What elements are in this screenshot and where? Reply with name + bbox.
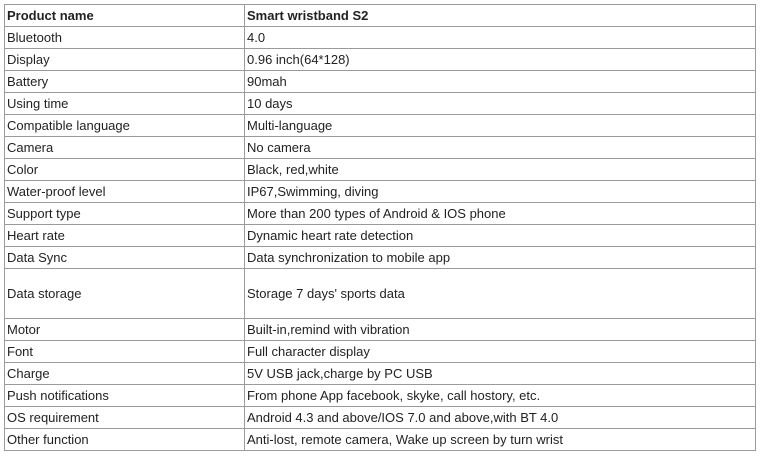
table-row — [5, 407, 756, 429]
table-row — [5, 137, 756, 159]
row-label-cell: Other function — [5, 429, 245, 451]
row-value-cell: Android 4.3 and above/IOS 7.0 and above,with BT 4.0 — [245, 407, 756, 429]
row-label-cell: Motor — [5, 319, 245, 341]
row-value-cell: No camera — [245, 137, 756, 159]
table-row — [5, 71, 756, 93]
row-label-cell: Compatible language — [5, 115, 245, 137]
row-value-cell: 90mah — [245, 71, 756, 93]
row-value-cell: 5V USB jack,charge by PC USB — [245, 363, 756, 385]
row-label-cell: Support type — [5, 203, 245, 225]
row-label-cell: Using time — [5, 93, 245, 115]
row-value-cell: Dynamic heart rate detection — [245, 225, 756, 247]
table-row — [5, 181, 756, 203]
row-label-cell: Push notifications — [5, 385, 245, 407]
table-row — [5, 319, 756, 341]
row-value-cell: 10 days — [245, 93, 756, 115]
table-row — [5, 269, 756, 319]
table-row — [5, 27, 756, 49]
row-label-cell: Display — [5, 49, 245, 71]
row-value-cell: Full character display — [245, 341, 756, 363]
row-value-cell: Storage 7 days' sports data — [245, 269, 756, 319]
row-value-cell: Anti-lost, remote camera, Wake up screen by turn wrist — [245, 429, 756, 451]
row-value-cell: From phone App facebook, skyke, call hostory, etc. — [245, 385, 756, 407]
header-value-cell: Smart wristband S2 — [245, 5, 756, 27]
row-label-cell: Water-proof level — [5, 181, 245, 203]
row-label-cell: Color — [5, 159, 245, 181]
table-row — [5, 115, 756, 137]
table-row — [5, 429, 756, 451]
table-row — [5, 341, 756, 363]
row-label-cell: Data storage — [5, 269, 245, 319]
row-value-cell: Data synchronization to mobile app — [245, 247, 756, 269]
row-value-cell: Built-in,remind with vibration — [245, 319, 756, 341]
row-label-cell: Bluetooth — [5, 27, 245, 49]
row-label-cell: Camera — [5, 137, 245, 159]
spec-table — [4, 4, 756, 451]
row-label-cell: Charge — [5, 363, 245, 385]
table-row — [5, 203, 756, 225]
row-label-cell: Font — [5, 341, 245, 363]
row-label-cell: Heart rate — [5, 225, 245, 247]
table-row — [5, 93, 756, 115]
table-row — [5, 225, 756, 247]
row-value-cell: 4.0 — [245, 27, 756, 49]
row-value-cell: 0.96 inch(64*128) — [245, 49, 756, 71]
header-label-cell: Product name — [5, 5, 245, 27]
table-row — [5, 385, 756, 407]
row-value-cell: Multi-language — [245, 115, 756, 137]
table-row — [5, 247, 756, 269]
table-header-row — [5, 5, 756, 27]
table-row — [5, 363, 756, 385]
row-label-cell: Battery — [5, 71, 245, 93]
row-label-cell: OS requirement — [5, 407, 245, 429]
row-label-cell: Data Sync — [5, 247, 245, 269]
table-row — [5, 49, 756, 71]
table-row — [5, 159, 756, 181]
row-value-cell: Black, red,white — [245, 159, 756, 181]
row-value-cell: IP67,Swimming, diving — [245, 181, 756, 203]
row-value-cell: More than 200 types of Android & IOS phone — [245, 203, 756, 225]
